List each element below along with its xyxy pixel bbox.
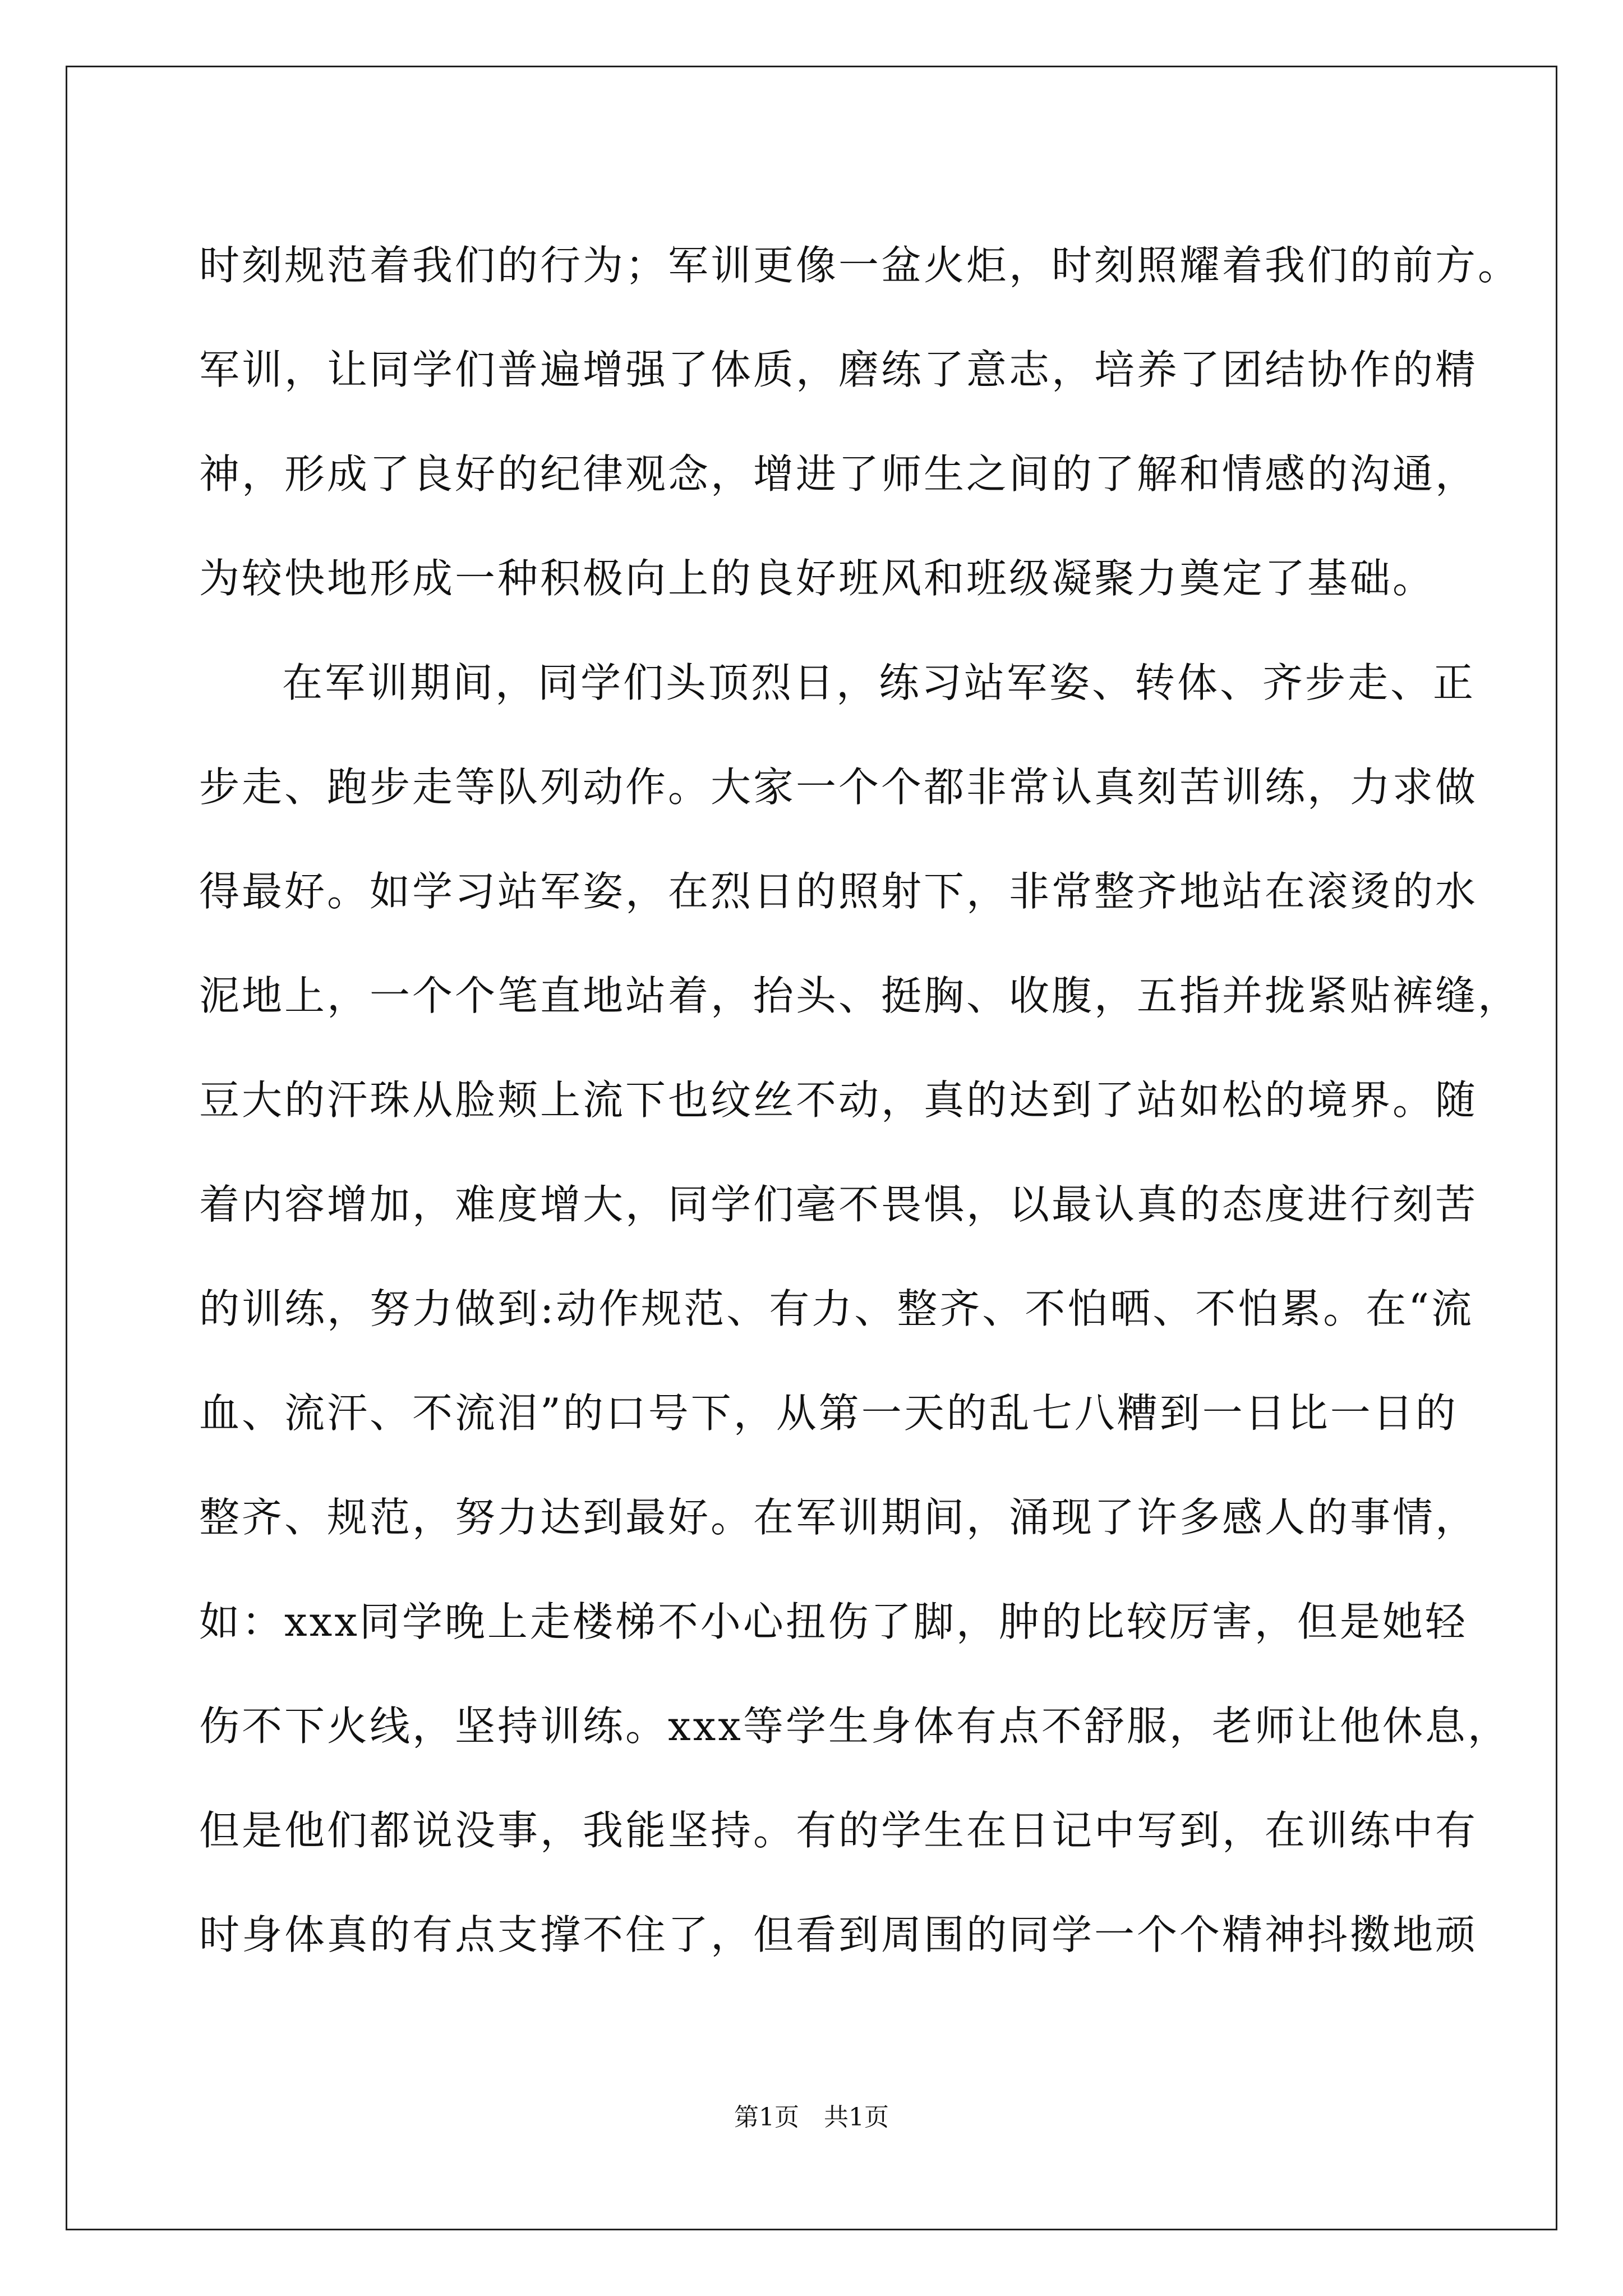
- text-line: 豆大的汗珠从脸颊上流下也纹丝不动，真的达到了站如松的境界。随: [199, 1076, 1478, 1124]
- document-body: [199, 213, 1521, 1987]
- text-line: 得最好。如学习站军姿，在烈日的照射下，非常整齐地站在滚烫的水: [199, 868, 1478, 915]
- text-line: 神，形成了良好的纪律观念，增进了师生之间的了解和情感的沟通，: [199, 450, 1478, 498]
- text-line: 伤不下火线，坚持训练。xxx等学生身体有点不舒服，老师让他休息，: [199, 1703, 1510, 1750]
- paragraph-first-line: 在军训期间，同学们头顶烈日，练习站军姿、转体、齐步走、正: [282, 659, 1476, 706]
- text-line: 军训，让同学们普遍增强了体质，磨练了意志，培养了团结协作的精: [199, 346, 1478, 393]
- text-line: 如：xxx同学晚上走楼梯不小心扭伤了脚，肿的比较厉害，但是她轻: [199, 1598, 1468, 1645]
- text-line: 步走、跑步走等队列动作。大家一个个都非常认真刻苦训练，力求做: [199, 763, 1478, 811]
- text-line: 但是他们都说没事，我能坚持。有的学生在日记中写到，在训练中有: [199, 1807, 1478, 1854]
- page-number-footer: 第1页 共1页: [734, 2103, 889, 2132]
- text-line: 为较快地形成一种积极向上的良好班风和班级凝聚力奠定了基础。: [199, 555, 1436, 602]
- text-line: 着内容增加，难度增大，同学们毫不畏惧，以最认真的态度进行刻苦: [199, 1181, 1478, 1228]
- text-line: 血、流汗、不流泪”的口号下，从第一天的乱七八糟到一日比一日的: [199, 1389, 1458, 1437]
- text-line: 时刻规范着我们的行为；军训更像一盆火炬，时刻照耀着我们的前方。: [199, 242, 1521, 289]
- text-line: 整齐、规范，努力达到最好。在军训期间，涌现了许多感人的事情，: [199, 1494, 1478, 1541]
- text-line: 泥地上，一个个笔直地站着，抬头、挺胸、收腹，五指并拢紧贴裤缝，: [199, 972, 1521, 1019]
- text-line: 时身体真的有点支撑不住了，但看到周围的同学一个个精神抖擞地顽: [199, 1911, 1478, 1958]
- text-line: 的训练，努力做到:动作规范、有力、整齐、不怕晒、不怕累。在“流: [199, 1285, 1474, 1332]
